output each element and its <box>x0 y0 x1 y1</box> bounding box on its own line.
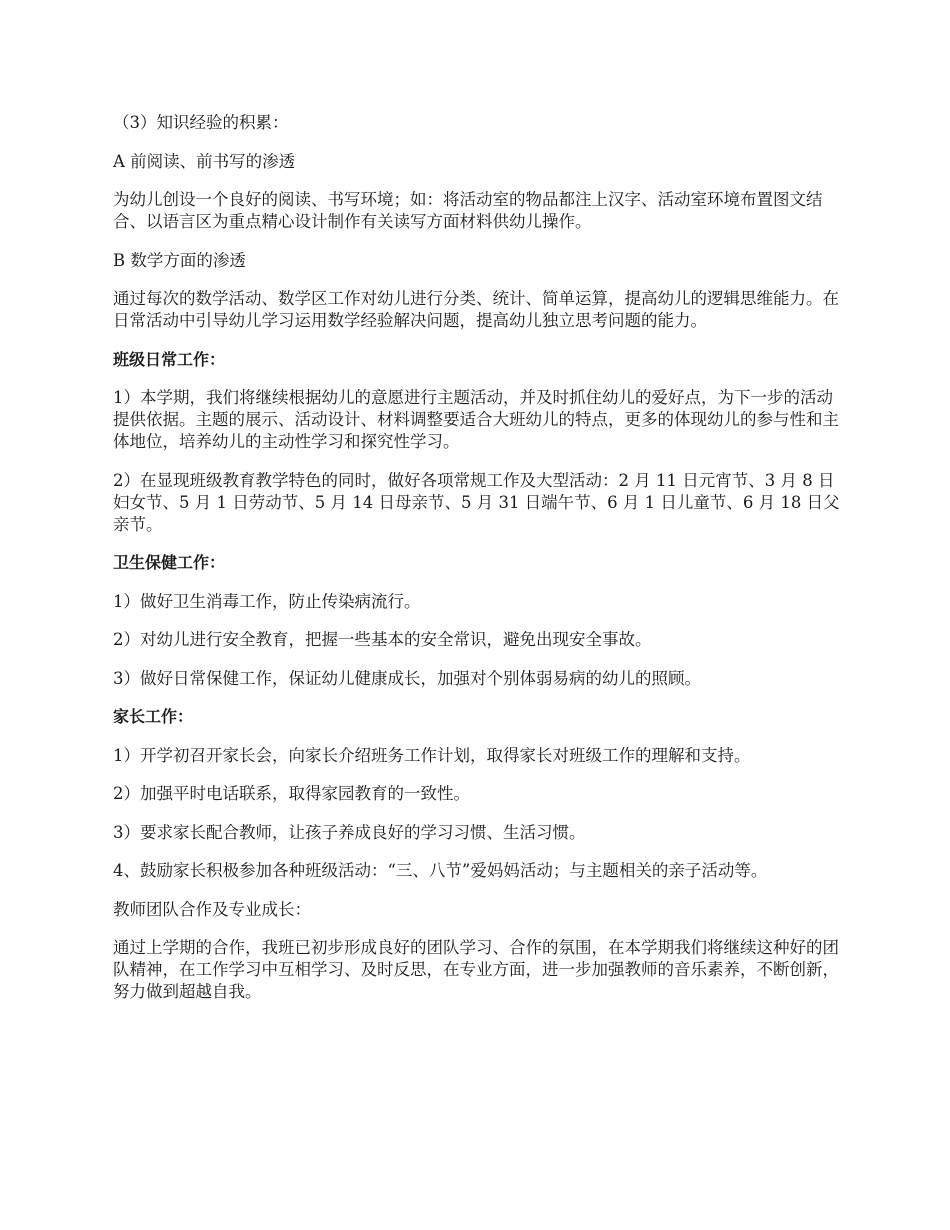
paragraph: 3）要求家长配合教师，让孩子养成良好的学习习惯、生活习惯。 <box>113 822 586 842</box>
section-heading: 家长工作： <box>113 707 194 726</box>
section-heading: 卫生保健工作： <box>113 553 226 572</box>
paragraph: 2）在显现班级教育教学特色的同时，做好各项常规工作及大型活动：2 月 11 日元宵节、3 月 8 日妇女节、5 月 1 日劳动节、5 月 14 日母亲节、5 月 31 日端午节、6 月 1 日儿童节、6 月 18 日父亲节。 <box>113 470 840 534</box>
paragraph: 1）开学初召开家长会，向家长介绍班务工作计划，取得家长对班级工作的理解和支持。 <box>113 745 751 765</box>
paragraph: 为幼儿创设一个良好的阅读、书写环境；如：将活动室的物品都注上汉字、活动室环境布置图文结合、以语言区为重点精心设计制作有关读写方面材料供幼儿操作。 <box>113 190 823 231</box>
paragraph: A 前阅读、前书写的渗透 <box>113 151 296 171</box>
paragraph: 教师团队合作及专业成长： <box>113 899 311 919</box>
paragraph: 2）对幼儿进行安全教育，把握一些基本的安全常识，避免出现安全事故。 <box>113 630 652 649</box>
paragraph: 1）本学期，我们将继续根据幼儿的意愿进行主题活动，并及时抓住幼儿的爱好点，为下一步的活动提供依据。主题的展示、活动设计、材料调整要适合大班幼儿的特点，更多的体现幼儿的参与性和主体地位，培养幼儿的主动性学习和探究性学习。 <box>113 388 839 451</box>
paragraph: 通过每次的数学活动、数学区工作对幼儿进行分类、统计、简单运算，提高幼儿的逻辑思维能力。在日常活动中引导幼儿学习运用数学经验解决问题，提高幼儿独立思考问题的能力。 <box>113 289 839 330</box>
paragraph: B 数学方面的渗透 <box>113 250 246 270</box>
section-heading: 班级日常工作： <box>113 349 226 369</box>
paragraph: 3）做好日常保健工作，保证幼儿健康成长，加强对个别体弱易病的幼儿的照顾。 <box>113 668 701 688</box>
paragraph: 4、鼓励家长积极参加各种班级活动：“三、八节”爱妈妈活动；与主题相关的亲子活动等。 <box>113 861 768 880</box>
paragraph: 1）做好卫生消毒工作，防止传染病流行。 <box>113 591 421 611</box>
paragraph: 通过上学期的合作，我班已初步形成良好的团队学习、合作的氛围，在本学期我们将继续这种好的团队精神，在工作学习中互相学习、及时反思，在专业方面，进一步加强教师的音乐素养，不断创新，努力做到超越自我。 <box>113 938 839 1001</box>
paragraph: （3）知识经验的积累： <box>113 113 289 132</box>
document-body <box>113 112 843 1020</box>
paragraph: 2）加强平时电话联系，取得家园教育的一致性。 <box>113 784 470 803</box>
